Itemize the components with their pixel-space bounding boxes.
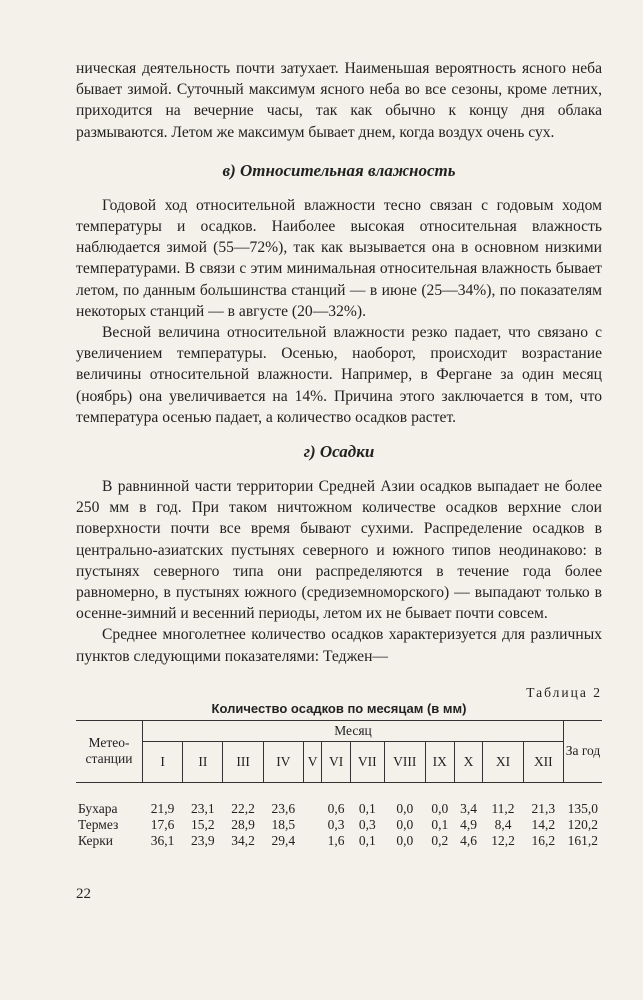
- section-heading-humidity: в) Относительная влажность: [222, 160, 456, 180]
- table-cell: 0,3: [327, 816, 345, 832]
- table-caption: Количество осадков по месяцам (в мм): [211, 700, 467, 716]
- table-cell: 135,0: [567, 800, 598, 816]
- table-cell: 0,2: [431, 832, 449, 848]
- table-cell: 23,9: [191, 832, 215, 848]
- month-header: II: [183, 741, 223, 782]
- table-cell: 14,2: [531, 816, 556, 832]
- humidity-paragraph-1: Годовой ход относительной влажности тесно связан с годовым ходом температуры и осадков. Наиболее высокая относительная влажность наблюдается зимой (55—72%), так как вызывается она в основном низкими температурами. В связи с этим минимальная относительная влажность бывает летом, по данным большинства станций — в июне (25—34%), по показателям некоторых станций — в августе (20—32%).: [76, 196, 602, 320]
- table-cell: 17,6: [150, 816, 175, 832]
- table-cell: 36,1: [150, 832, 175, 848]
- month-header: VII: [350, 741, 384, 782]
- precipitation-paragraph-1: В равнинной части территории Средней Азии осадков выпадает не более 250 мм в год. При таком ничтожном количестве осадков верхние слои поверхности почти все время бывают сухими. Распределение осадков в центрально-азиатских пустынях северного и южного типов неодинаково: в пустынях северного типа они распределяются в течение года более равномерно, в пустынях южного (средиземноморского) — выпадают только в осенне-зимний и весенний периоды, летом их не бывает почти совсем.: [76, 478, 602, 623]
- table-cell: 15,2: [191, 816, 215, 832]
- table-cell: 161,2: [567, 832, 598, 848]
- month-column-header: Месяц: [143, 720, 564, 741]
- table-cell: 4,9: [460, 816, 477, 832]
- table-cell: 0,0: [396, 832, 414, 848]
- month-header: V: [303, 741, 321, 782]
- table-cell: 23,6: [271, 800, 296, 816]
- section-heading-precipitation: г) Осадки: [303, 442, 375, 462]
- precipitation-paragraph-2: Среднее многолетнее количество осадков характеризуется для различных пунктов следующими показателями: Теджен—: [76, 626, 602, 665]
- table-cell: [303, 817, 321, 833]
- table-cell: [303, 801, 321, 817]
- table-cell: 0,6: [327, 800, 345, 816]
- total-column-header: За год: [564, 720, 603, 782]
- page-body: [76, 58, 602, 849]
- table-cell: 28,9: [231, 816, 255, 832]
- station-name: Термез: [78, 816, 119, 832]
- table-cell: 23,1: [191, 800, 215, 816]
- table-cell: 0,0: [396, 800, 414, 816]
- table-cell: 0,1: [358, 800, 376, 816]
- table-cell: 12,2: [491, 832, 515, 848]
- station-column-header: Метео-станции: [76, 720, 143, 782]
- table-cell: 22,2: [231, 800, 255, 816]
- table-cell: [303, 833, 321, 849]
- table-cell: 16,2: [531, 832, 556, 848]
- table-cell: 4,6: [460, 832, 477, 848]
- table-cell: 0,1: [431, 816, 449, 832]
- month-header: IV: [263, 741, 303, 782]
- table-cell: 3,4: [460, 800, 477, 816]
- month-header: XII: [523, 741, 563, 782]
- table-label: Таблица 2: [526, 684, 602, 700]
- table-row: [76, 817, 602, 833]
- table-cell: 18,5: [271, 816, 296, 832]
- table-row: [76, 833, 602, 849]
- table-cell: 1,6: [327, 832, 345, 848]
- table-row: [76, 801, 602, 817]
- table-cell: 120,2: [567, 816, 598, 832]
- month-header: IX: [425, 741, 454, 782]
- table-cell: 11,2: [491, 800, 515, 816]
- table-cell: 0,0: [396, 816, 414, 832]
- month-header: I: [143, 741, 183, 782]
- month-header: III: [223, 741, 263, 782]
- humidity-paragraph-2: Весной величина относительной влажности резко падает, что связано с увеличением температуры. Осенью, наоборот, происходит возрастание величины относительной влажности. Например, в Фергане за один месяц (ноябрь) она увеличивается на 14%. Причина этого заключается в том, что температура осенью падает, а количество осадков растет.: [76, 324, 602, 426]
- month-header: VIII: [384, 741, 425, 782]
- station-name: Керки: [78, 832, 114, 848]
- station-name: Бухара: [78, 800, 118, 816]
- table-cell: 34,2: [231, 832, 255, 848]
- page-number: 22: [76, 886, 91, 902]
- month-header: XI: [483, 741, 523, 782]
- table-cell: 8,4: [494, 816, 512, 832]
- table-cell: 21,9: [150, 800, 175, 816]
- table-cell: 29,4: [271, 832, 296, 848]
- table-cell: 0,3: [358, 816, 376, 832]
- intro-paragraph: ническая деятельность почти затухает. Наименьшая вероятность ясного неба бывает зимой. Суточный максимум ясного неба во все сезоны, кроме летних, приходится на вечерние часы, так как обычно к концу дня облака размываются. Летом же максимум бывает днем, когда воздух очень сух.: [76, 60, 602, 141]
- table-cell: 0,1: [358, 832, 376, 848]
- table-cell: 21,3: [531, 800, 556, 816]
- month-header: VI: [322, 741, 351, 782]
- precipitation-table: [76, 720, 602, 849]
- table-cell: 0,0: [431, 800, 449, 816]
- month-header: X: [454, 741, 483, 782]
